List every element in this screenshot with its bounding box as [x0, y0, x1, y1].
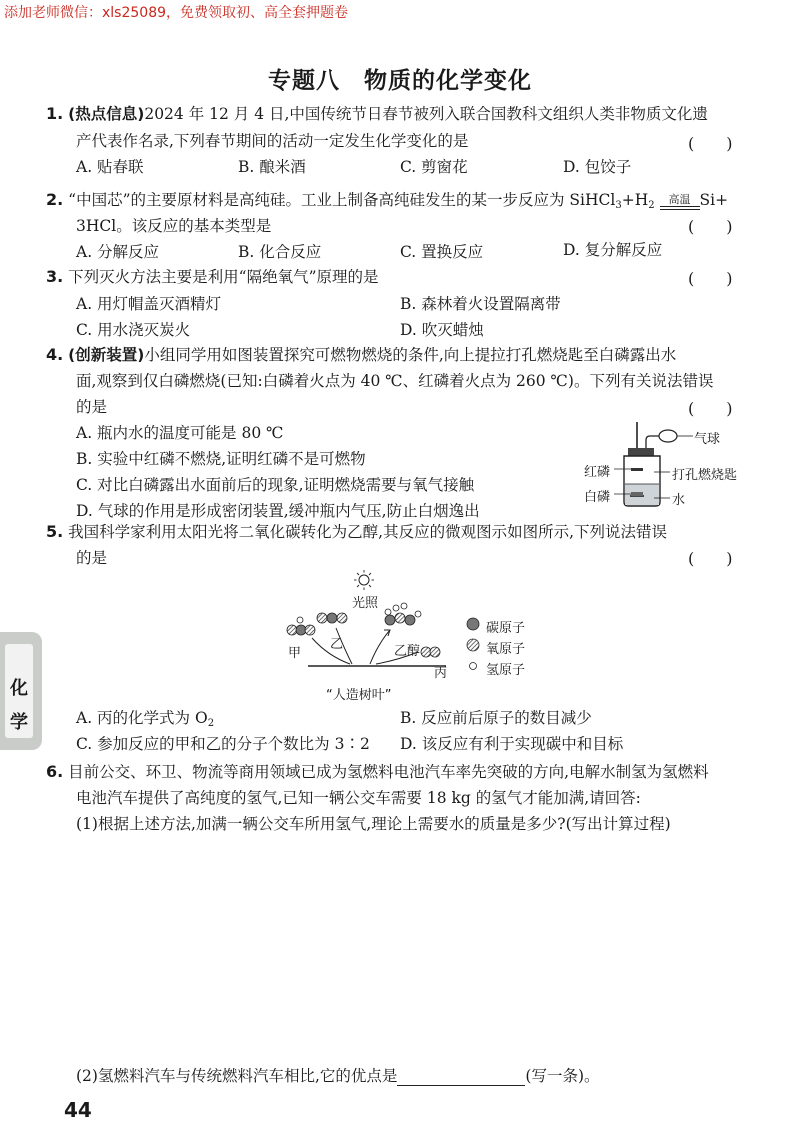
q5-stem-1: 我国科学家利用太阳光将二氧化碳转化为乙醇,其反应的微观图示如图所示,下列说法错误: [68, 523, 668, 541]
q2-option-d: D. 复分解反应: [563, 241, 663, 259]
q4-option-a: A. 瓶内水的温度可能是 80 ℃: [76, 424, 284, 442]
q4-stem-3: 的是: [76, 398, 108, 416]
q2-sub3: 3: [615, 200, 622, 211]
atom-legend-icons: [464, 614, 482, 680]
q5-number: 5.: [46, 522, 64, 541]
balloon-shape: [659, 430, 677, 442]
q4-stem-2: 面,观察到仅白磷燃烧(已知:白磷着火点为 40 ℃、红磷着火点为 260 ℃)。下列有关说法错误: [76, 372, 714, 390]
q3-number: 3.: [46, 267, 64, 286]
q2-sub2: 2: [648, 200, 655, 211]
q4-option-d: D. 气球的作用是形成密闭装置,缓冲瓶内气压,防止白烟逸出: [76, 502, 480, 520]
carbon-atom-icon: [467, 618, 479, 630]
q5-option-b: B. 反应前后原子的数目减少: [400, 709, 592, 727]
q4-option-b: B. 实验中红磷不燃烧,证明红磷不是可燃物: [76, 450, 366, 468]
side-tab-char-2: 学: [10, 712, 28, 733]
q1-option-c: C. 剪窗花: [400, 158, 468, 176]
white-phosphorus-spot: [631, 492, 643, 496]
oxygen-atom-icon: [467, 639, 479, 651]
q3-answer-paren: ( ): [688, 269, 733, 288]
q6-sub1: (1)根据上述方法,加满一辆公交车所用氢气,理论上需要水的质量是多少?(写出计算过程): [76, 815, 671, 833]
red-phosphorus-spot: [631, 468, 643, 471]
label-jia: 甲: [288, 646, 302, 661]
q2-product: Si+: [699, 191, 729, 209]
q5-option-a-text: A. 丙的化学式为 O: [76, 709, 208, 727]
q2-number: 2.: [46, 190, 64, 209]
q2-option-a: A. 分解反应: [76, 243, 160, 261]
q3-option-b: B. 森林着火设置隔离带: [400, 295, 561, 313]
q3-option-a: A. 用灯帽盖灭酒精灯: [76, 295, 222, 313]
label-balloon: 气球: [694, 432, 721, 447]
q5-option-d: D. 该反应有利于实现碳中和目标: [400, 735, 624, 753]
reaction-condition-arrow: [660, 194, 700, 216]
q6-line1: [46, 762, 709, 782]
q1-stem-2: 产代表作名录,下列春节期间的活动一定发生化学变化的是: [76, 132, 469, 150]
q4-tag: (创新装置): [68, 346, 145, 364]
q4-stem-1: 小组同学用如图装置探究可燃物燃烧的条件,向上提拉打孔燃烧匙至白磷露出水: [144, 346, 677, 364]
page-title: 专题八 物质的化学变化: [268, 68, 532, 94]
q2-option-c: C. 置换反应: [400, 243, 484, 261]
label-water: 水: [672, 493, 686, 508]
label-bing: 丙: [434, 666, 448, 681]
q2-option-b: B. 化合反应: [238, 243, 322, 261]
q1-line1: [46, 104, 708, 124]
molecule-ethanol: [385, 603, 421, 625]
reaction-condition: 高温: [668, 193, 691, 206]
q4-answer-paren: ( ): [688, 399, 733, 418]
q3-line1: [46, 267, 379, 287]
watermark-text: 添加老师微信：xls25089，免费领取初、高全套押题卷: [4, 5, 349, 21]
hydrogen-atom-icon: [470, 663, 477, 670]
side-tab-inner: [5, 644, 33, 738]
q6-sub2-text: (2)氢燃料汽车与传统燃料汽车相比,它的优点是: [76, 1067, 398, 1085]
q1-stem-1: 2024 年 12 月 4 日,中国传统节日春节被列入联合国教科文组织人类非物质文化遗: [144, 105, 708, 123]
q3-stem: 下列灭火方法主要是利用“隔绝氧气”原理的是: [68, 268, 379, 286]
q4-option-c: C. 对比白磷露出水面前后的现象,证明燃烧需要与氧气接触: [76, 476, 475, 494]
q2-plus-h: +H: [621, 191, 649, 209]
label-artificial-leaf: “人造树叶”: [326, 688, 392, 703]
equals-bar: [660, 206, 700, 210]
q6-stem-2: 电池汽车提供了高纯度的氢气,已知一辆公交车需要 18 kg 的氢气才能加满,请回答:: [76, 789, 641, 807]
q5-option-a: [76, 708, 214, 734]
q3-option-c: C. 用水浇灭炭火: [76, 321, 191, 339]
q1-tag: (热点信息): [68, 105, 145, 123]
q5-option-a-sub: 2: [207, 718, 215, 729]
legend-carbon: 碳原子: [486, 621, 526, 636]
q6-stem-1: 目前公交、环卫、物流等商用领域已成为氢燃料电池汽车率先突破的方向,电解水制氢为氢燃料: [68, 763, 709, 781]
legend-hydrogen: 氢原子: [486, 663, 526, 678]
label-spoon: 打孔燃烧匙: [672, 468, 738, 483]
q5-answer-paren: ( ): [688, 549, 733, 568]
q3-option-d: D. 吹灭蜡烛: [400, 321, 484, 339]
molecule-yi-h2o: [317, 613, 347, 623]
subject-side-tab: [0, 632, 42, 750]
q4-number: 4.: [46, 345, 64, 364]
q5-stem-2: 的是: [76, 549, 108, 567]
label-red-phosphorus: 红磷: [584, 465, 611, 480]
q6-answer-blank[interactable]: [397, 1069, 525, 1086]
q2-stem-2: 3HCl。该反应的基本类型是: [76, 217, 272, 235]
molecule-jia-co2: [287, 617, 315, 635]
q1-option-a: A. 贴春联: [76, 158, 144, 176]
legend-oxygen: 氧原子: [486, 642, 526, 657]
q5-option-c: C. 参加反应的甲和乙的分子个数比为 3∶2: [76, 735, 370, 753]
arrow-ethanol: [370, 630, 390, 664]
q2-answer-paren: ( ): [688, 217, 733, 236]
stopper: [628, 448, 654, 456]
q6-sub2-suffix: (写一条)。: [525, 1067, 600, 1085]
q2-line1: [46, 190, 728, 216]
side-tab-char-1: 化: [10, 678, 28, 699]
q4-line1: [46, 345, 676, 365]
q1-option-b: B. 酿米酒: [238, 158, 306, 176]
sun-icon: [359, 575, 369, 585]
connecting-tube: [646, 436, 660, 448]
label-yi: 乙: [330, 637, 344, 652]
q1-number: 1.: [46, 104, 64, 123]
label-ethanol: 乙醇: [394, 644, 421, 659]
q1-option-d: D. 包饺子: [563, 158, 632, 176]
molecule-bing-o2: [421, 647, 440, 657]
q2-stem-1: “中国芯”的主要原材料是高纯硅。工业上制备高纯硅发生的某一步反应为 SiHCl: [68, 191, 616, 209]
q6-number: 6.: [46, 762, 64, 781]
q1-answer-paren: ( ): [688, 134, 733, 153]
label-white-phosphorus: 白磷: [584, 490, 611, 505]
q5-line1: [46, 522, 667, 542]
q6-sub2: [76, 1066, 600, 1086]
page-number: 44: [64, 1098, 92, 1122]
label-light: 光照: [352, 596, 379, 611]
